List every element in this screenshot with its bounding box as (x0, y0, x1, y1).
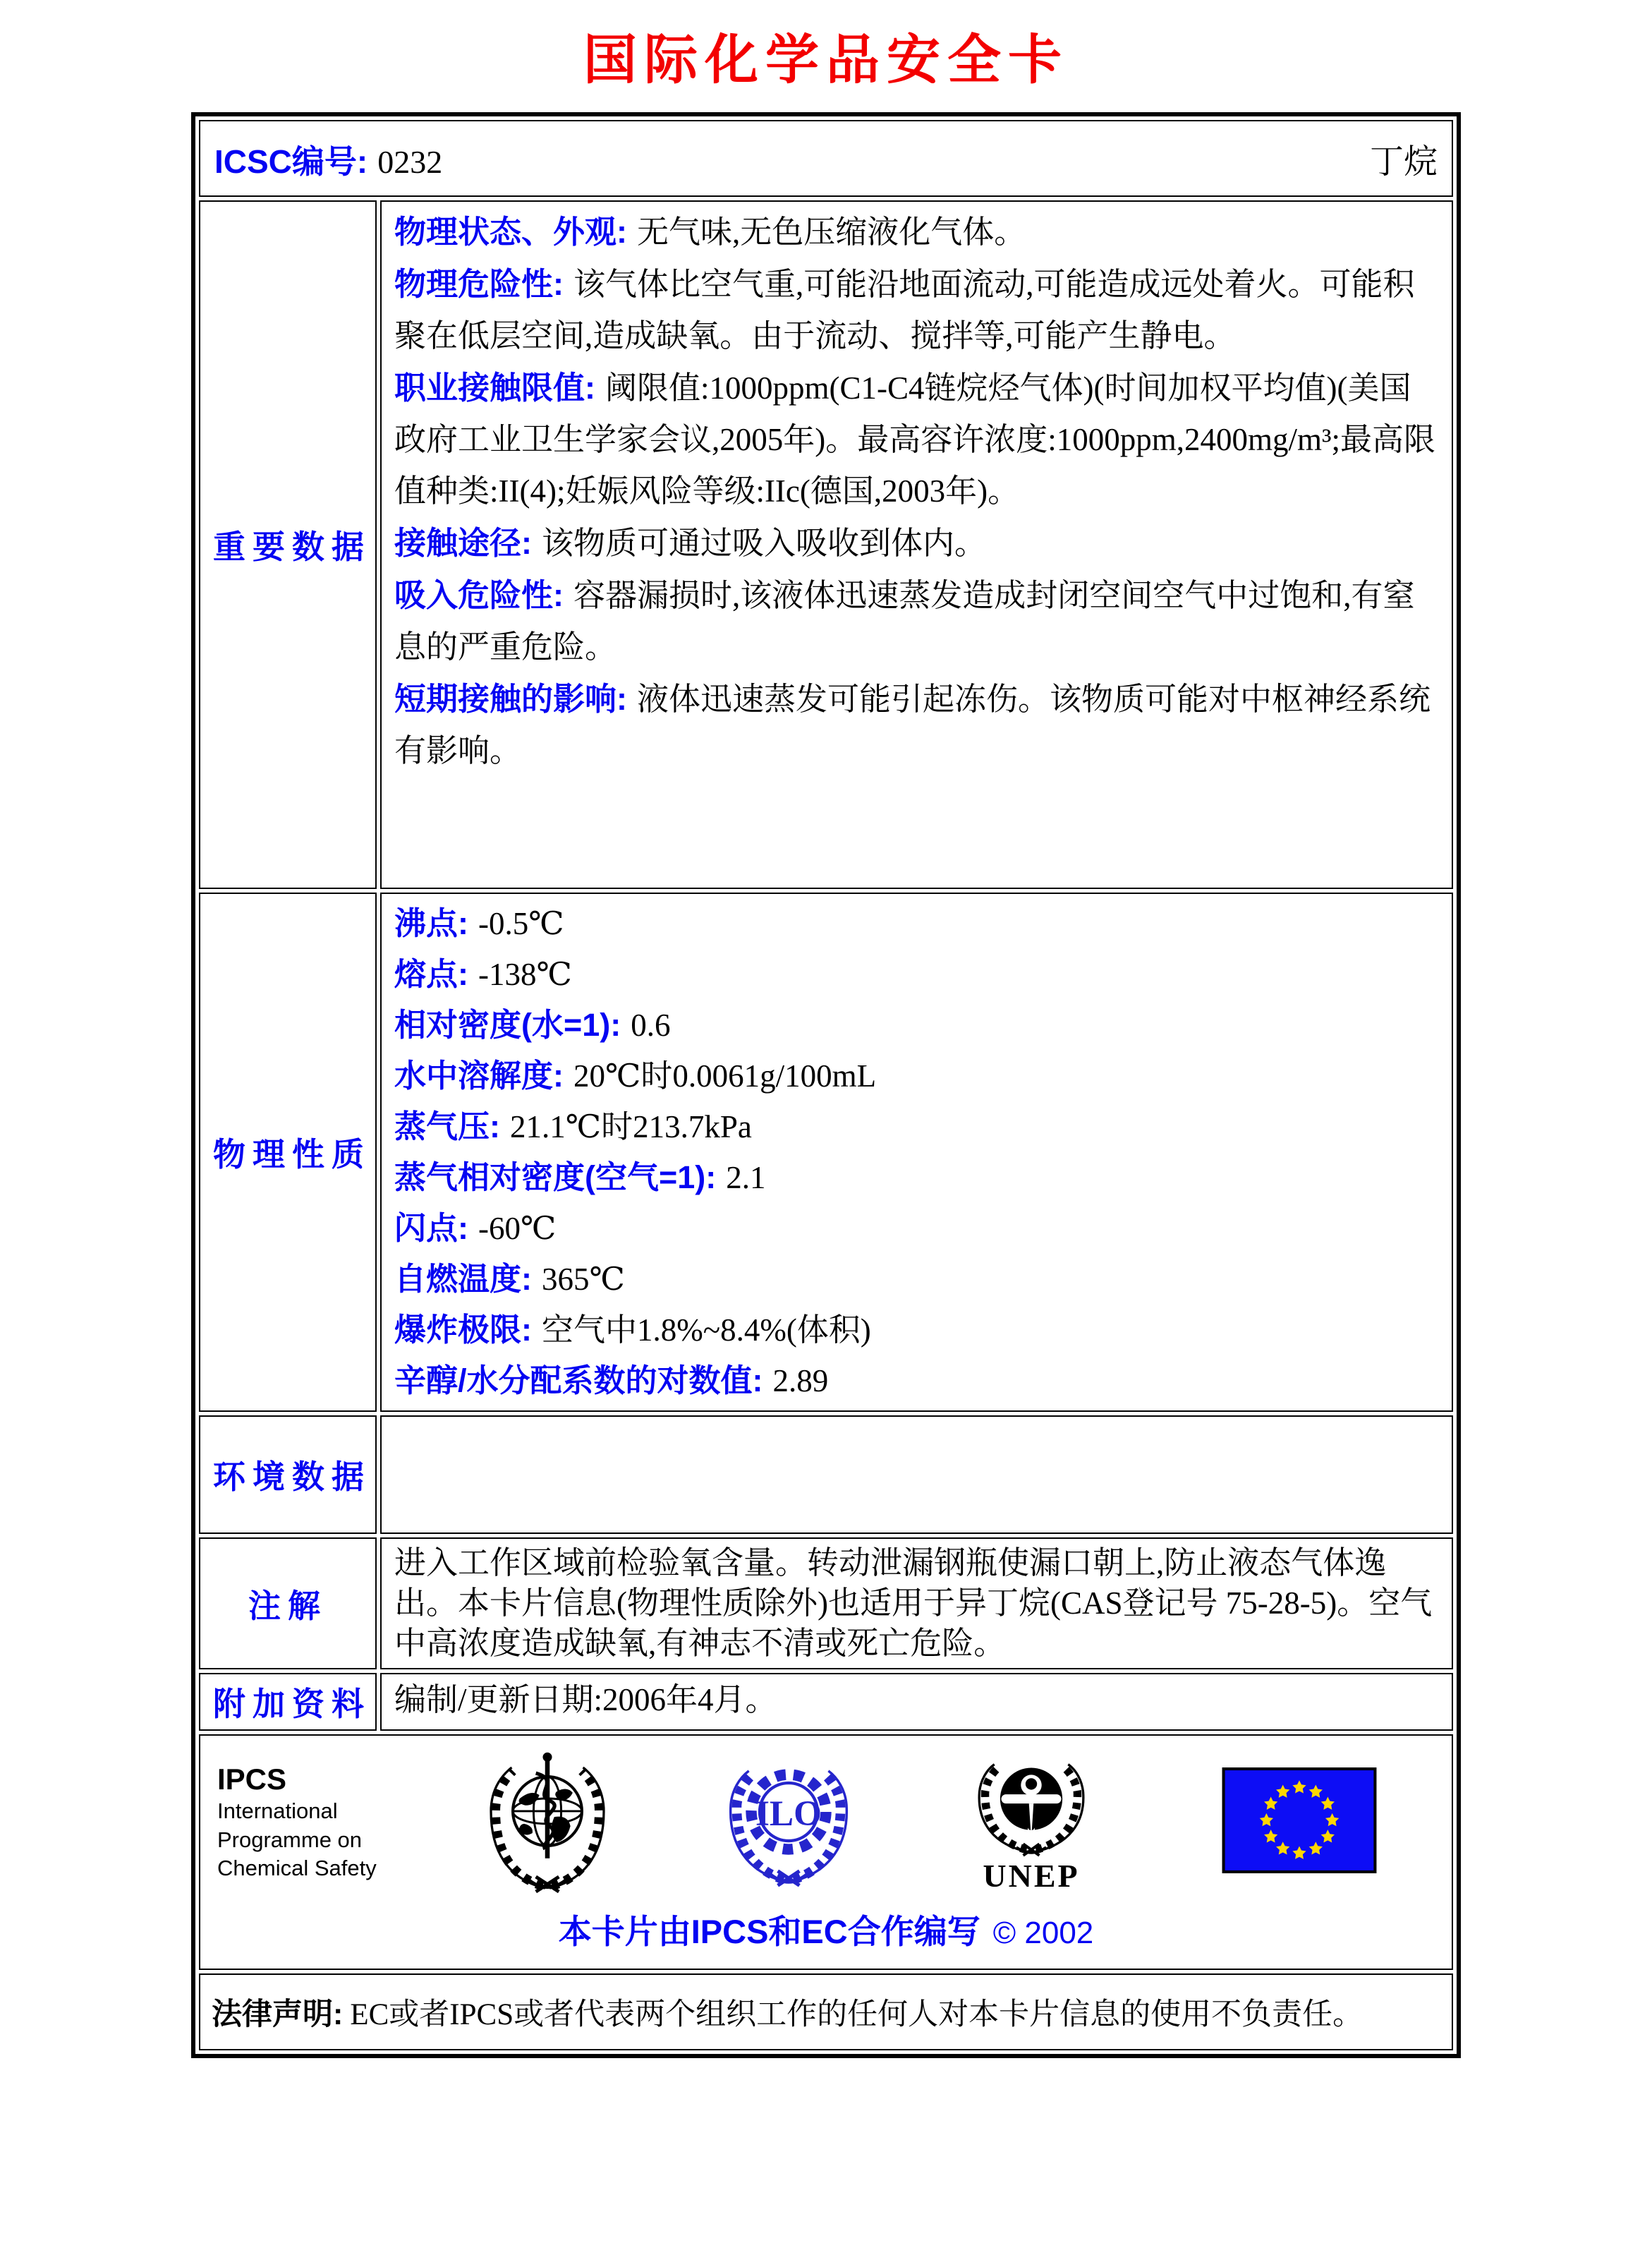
item-label: 水中溶解度: (394, 1058, 564, 1094)
notes-content-cell (380, 1537, 1453, 1669)
item-label: 辛醇/水分配系数的对数值: (394, 1362, 763, 1398)
footer-copyright: © 2002 (992, 1916, 1094, 1950)
header-row (199, 120, 1453, 197)
important-data-item (394, 258, 1439, 362)
physical-properties-label-cell (199, 893, 377, 1412)
item-label: 短期接触的影响: (394, 681, 627, 717)
item-text: 空气中1.8%~8.4%(体积) (542, 1312, 871, 1348)
important-data-row (199, 200, 1453, 889)
item-text: -0.5℃ (478, 906, 564, 941)
important-data-section-label: 重要数据 (213, 528, 371, 565)
notes-section-label: 注解 (248, 1587, 327, 1624)
icsc-number-value: 0232 (377, 144, 443, 180)
footer-row (199, 1734, 1453, 1970)
item-label: 物理危险性: (394, 266, 564, 302)
item-label: 熔点: (394, 956, 468, 992)
item-label: 相对密度(水=1): (394, 1007, 621, 1043)
item-label: 吸入危险性: (394, 577, 564, 613)
svg-text:ILO: ILO (755, 1793, 822, 1834)
physical-property-item (394, 1152, 1439, 1203)
notes-row (199, 1537, 1453, 1669)
item-label: 闪点: (394, 1210, 468, 1246)
physical-property-item (394, 1000, 1439, 1051)
additional-info-section-label: 附加资料 (213, 1686, 371, 1722)
physical-property-item (394, 949, 1439, 1000)
important-data-item (394, 206, 1439, 258)
unep-logo-block (968, 1751, 1095, 1894)
item-text: 2.89 (772, 1363, 829, 1398)
item-text: 该物质可通过吸入吸收到体内。 (542, 526, 987, 561)
item-label: 沸点: (394, 905, 468, 941)
footer-caption (217, 1906, 1435, 1953)
physical-properties-row (199, 893, 1453, 1412)
icsc-number-group (214, 136, 442, 183)
header-cell (199, 120, 1453, 197)
legal-row (199, 1973, 1453, 2050)
environmental-data-row (199, 1415, 1453, 1534)
legal-cell (199, 1973, 1453, 2050)
additional-info-content-cell (380, 1673, 1453, 1731)
ipcs-name-line: Chemical Safety (217, 1855, 377, 1880)
environmental-data-label-cell (199, 1415, 377, 1534)
item-label: 接触途径: (394, 525, 532, 561)
item-text: 2.1 (726, 1160, 766, 1195)
physical-properties-section-label: 物理性质 (213, 1136, 371, 1173)
item-text: 液体迅速蒸发可能引起冻伤。该物质可能对中枢神经系统有影响。 (394, 682, 1431, 768)
additional-info-content: 编制/更新日期:2006年4月。 (394, 1682, 777, 1717)
physical-property-item (394, 1101, 1439, 1152)
item-label: 自燃温度: (394, 1261, 532, 1297)
eu-flag-icon (1222, 1767, 1377, 1877)
physical-property-item (394, 1203, 1439, 1254)
ipcs-name-line: International (217, 1798, 338, 1824)
footer-caption-text: 本卡片由IPCS和EC合作编写 (558, 1913, 980, 1950)
important-data-content-cell (380, 200, 1453, 889)
item-label: 职业接触限值: (394, 370, 595, 406)
physical-properties-content (394, 898, 1439, 1406)
important-data-label-cell (199, 200, 377, 889)
unep-label: UNEP (983, 1857, 1080, 1894)
icsc-number-label: ICSC编号: (214, 143, 368, 180)
additional-info-label-cell (199, 1673, 377, 1731)
important-data-item (394, 362, 1439, 517)
environmental-data-content (394, 1421, 1439, 1528)
who-logo-icon (478, 1746, 617, 1899)
additional-info-row (199, 1673, 1453, 1731)
ilo-logo-icon (722, 1754, 855, 1890)
ipcs-acronym: IPCS (217, 1762, 287, 1796)
physical-property-item (394, 898, 1439, 949)
footer-logos (217, 1746, 1435, 1899)
icsc-card-table (191, 112, 1461, 2058)
physical-property-item (394, 1355, 1439, 1406)
item-text: 容器漏损时,该液体迅速蒸发造成封闭空间空气中过饱和,有窒息的严重危险。 (394, 578, 1415, 665)
item-text: 阈限值:1000ppm(C1-C4链烷烃气体)(时间加权平均值)(美国政府工业卫生学家会议,2005年)。最高容许浓度:1000ppm,2400mg/m³;最高限值种类:II(4);妊娠风险等级:IIc(德国,2003年)。 (394, 370, 1435, 509)
physical-property-item (394, 1305, 1439, 1355)
physical-properties-content-cell (380, 893, 1453, 1412)
item-text: 0.6 (631, 1008, 671, 1043)
item-text: -60℃ (478, 1211, 557, 1246)
item-label: 蒸气相对密度(空气=1): (394, 1159, 717, 1195)
item-text: 21.1℃时213.7kPa (510, 1109, 752, 1144)
legal-label: 法律声明: (212, 1997, 344, 2031)
item-text: 365℃ (542, 1262, 625, 1297)
page-title: 国际化学品安全卡 (583, 28, 1069, 91)
notes-label-cell (199, 1537, 377, 1669)
item-text: -138℃ (478, 957, 572, 992)
chemical-name: 丁烷 (1369, 143, 1438, 181)
item-label: 物理状态、外观: (394, 214, 627, 250)
ipcs-text-block (217, 1762, 429, 1882)
item-label: 爆炸极限: (394, 1312, 532, 1348)
environmental-data-section-label: 环境数据 (213, 1458, 371, 1495)
important-data-item (394, 673, 1439, 777)
important-data-content (394, 206, 1439, 883)
item-text: 20℃时0.0061g/100mL (573, 1058, 877, 1094)
physical-property-item (394, 1254, 1439, 1305)
footer-cell (199, 1734, 1453, 1970)
item-text: 无气味,无色压缩液化气体。 (637, 214, 1026, 250)
item-label: 蒸气压: (394, 1108, 500, 1144)
notes-content: 进入工作区域前检验氧含量。转动泄漏钢瓶使漏口朝上,防止液态气体逸出。本卡片信息(物理性质除外)也适用于异丁烷(CAS登记号 75-28-5)。空气中高浓度造成缺氧,有神志不清或死亡危险。 (394, 1545, 1433, 1661)
legal-text: EC或者IPCS或者代表两个组织工作的任何人对本卡片信息的使用不负责任。 (350, 1998, 1363, 2031)
ipcs-name-line: Programme on (217, 1827, 363, 1852)
important-data-item (394, 517, 1439, 569)
environmental-data-content-cell (380, 1415, 1453, 1534)
item-text: 该气体比空气重,可能沿地面流动,可能造成远处着火。可能积聚在低层空间,造成缺氧。由于流动、搅拌等,可能产生静电。 (394, 267, 1415, 353)
physical-property-item (394, 1051, 1439, 1101)
important-data-item (394, 569, 1439, 673)
